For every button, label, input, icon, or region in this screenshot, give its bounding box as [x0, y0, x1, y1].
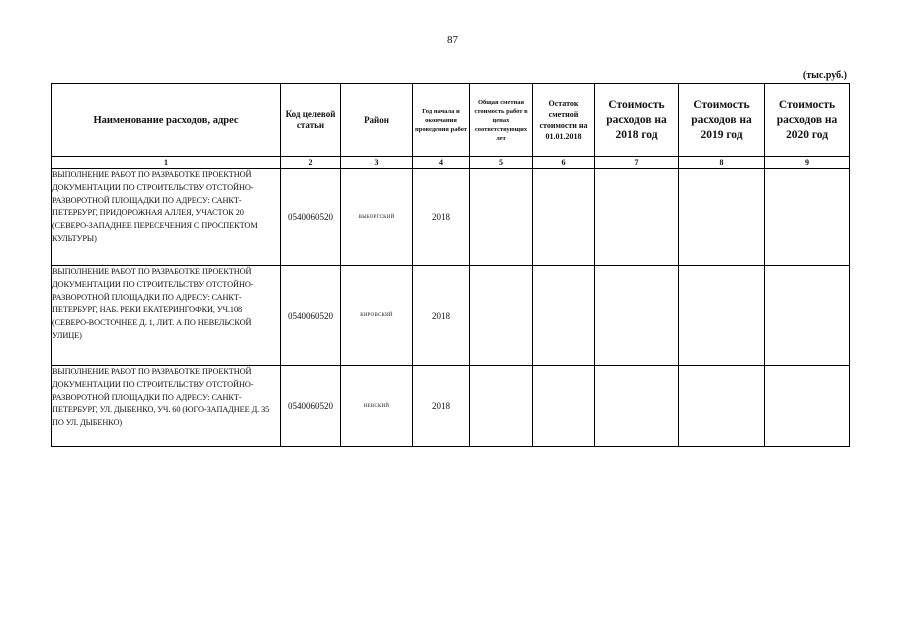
column-number: 6 — [533, 157, 595, 169]
column-number: 2 — [281, 157, 341, 169]
cost-2020-cell — [765, 366, 850, 447]
cost-2018-cell — [595, 366, 679, 447]
header-year: Год начала и окончания проведения работ — [413, 84, 470, 157]
expense-name-cell: ВЫПОЛНЕНИЕ РАБОТ ПО РАЗРАБОТКЕ ПРОЕКТНОЙ ДОКУМЕНТАЦИИ ПО СТРОИТЕЛЬСТВУ ОТСТОЙНО-РАЗВОРОТНОЙ ПЛОЩАДКИ ПО АДРЕСУ: САНКТ-ПЕТЕРБУРГ, УЛ. ДЫБЕНКО, УЧ. 60 (ЮГО-ЗАПАДНЕЕ Д. 35 ПО УЛ. ДЫБЕНКО) — [52, 366, 281, 447]
header-cost-2020: Стоимость расходов на 2020 год — [765, 84, 850, 157]
total-cost-cell — [470, 366, 533, 447]
total-cost-cell — [470, 169, 533, 266]
year-cell: 2018 — [413, 266, 470, 366]
code-cell: 0540060520 — [281, 366, 341, 447]
cost-2018-cell — [595, 169, 679, 266]
page-number: 87 — [447, 34, 458, 46]
expense-name-cell: ВЫПОЛНЕНИЕ РАБОТ ПО РАЗРАБОТКЕ ПРОЕКТНОЙ ДОКУМЕНТАЦИИ ПО СТРОИТЕЛЬСТВУ ОТСТОЙНО-РАЗВОРОТНОЙ ПЛОЩАДКИ ПО АДРЕСУ: САНКТ-ПЕТЕРБУРГ, ПРИДОРОЖНАЯ АЛЛЕЯ, УЧАСТОК 20 (СЕВЕРО-ЗАПАДНЕЕ ПЕРЕСЕЧЕНИЯ С ПРОСПЕКТОМ КУЛЬТУРЫ) — [52, 169, 281, 266]
table-row — [52, 266, 850, 366]
column-number: 4 — [413, 157, 470, 169]
header-remaining-cost: Остаток сметной стоимости на 01.01.2018 — [533, 84, 595, 157]
cost-2018-cell — [595, 266, 679, 366]
cost-2019-cell — [679, 366, 765, 447]
header-code: Код целевой статьи — [281, 84, 341, 157]
district-cell: ВЫБОРГСКИЙ — [341, 169, 413, 266]
year-cell: 2018 — [413, 169, 470, 266]
budget-table — [51, 83, 850, 447]
expense-name-cell: ВЫПОЛНЕНИЕ РАБОТ ПО РАЗРАБОТКЕ ПРОЕКТНОЙ ДОКУМЕНТАЦИИ ПО СТРОИТЕЛЬСТВУ ОТСТОЙНО-РАЗВОРОТНОЙ ПЛОЩАДКИ ПО АДРЕСУ: САНКТ-ПЕТЕРБУРГ, НАБ. РЕКИ ЕКАТЕРИНГОФКИ, УЧ.108 (СЕВЕРО-ВОСТОЧНЕЕ Д. 1, ЛИТ. А ПО НЕВЕЛЬСКОЙ УЛИЦЕ) — [52, 266, 281, 366]
column-number: 1 — [52, 157, 281, 169]
district-cell: НЕВСКИЙ — [341, 366, 413, 447]
cost-2019-cell — [679, 266, 765, 366]
remaining-cost-cell — [533, 366, 595, 447]
cost-2020-cell — [765, 169, 850, 266]
column-number: 7 — [595, 157, 679, 169]
column-number: 5 — [470, 157, 533, 169]
cost-2019-cell — [679, 169, 765, 266]
header-cost-2019: Стоимость расходов на 2019 год — [679, 84, 765, 157]
district-cell: КИРОВСКИЙ — [341, 266, 413, 366]
units-label: (тыс.руб.) — [802, 70, 847, 81]
cost-2020-cell — [765, 266, 850, 366]
table-row — [52, 366, 850, 447]
header-cost-2018: Стоимость расходов на 2018 год — [595, 84, 679, 157]
header-name: Наименование расходов, адрес — [52, 84, 281, 157]
remaining-cost-cell — [533, 169, 595, 266]
header-total-cost: Общая сметная стоимость работ в ценах соответствующих лет — [470, 84, 533, 157]
table-row — [52, 169, 850, 266]
code-cell: 0540060520 — [281, 266, 341, 366]
code-cell: 0540060520 — [281, 169, 341, 266]
column-number-row — [52, 157, 850, 169]
year-cell: 2018 — [413, 366, 470, 447]
total-cost-cell — [470, 266, 533, 366]
column-number: 9 — [765, 157, 850, 169]
column-number: 8 — [679, 157, 765, 169]
header-district: Район — [341, 84, 413, 157]
remaining-cost-cell — [533, 266, 595, 366]
column-number: 3 — [341, 157, 413, 169]
header-row — [52, 84, 850, 157]
